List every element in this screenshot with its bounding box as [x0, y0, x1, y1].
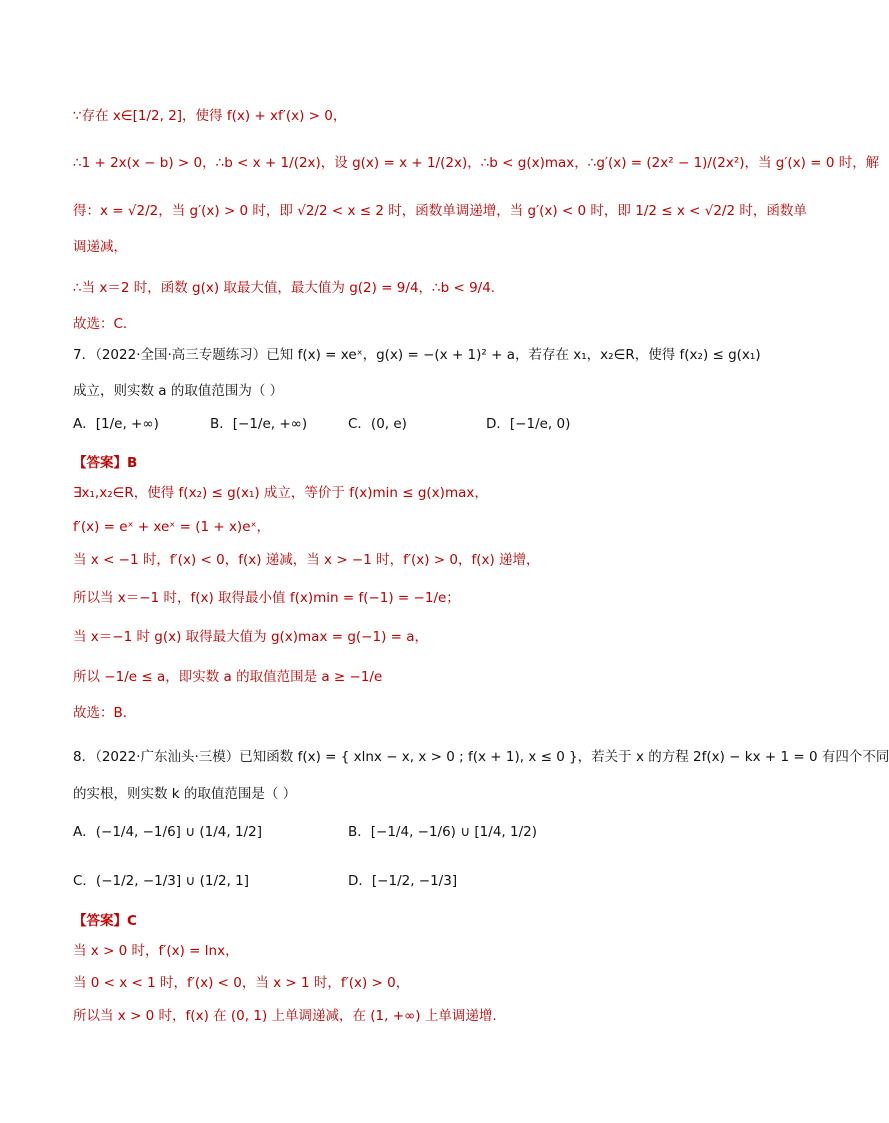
solution-line-2: ∴1 + 2x(x − b) > 0，∴b < x + 1/(2x)，设 g(x) = x + 1/(2x)，∴b < g(x)max，∴g′(x) = (2x² − 1)/(2x²)，当 g′(x) = 0 时，解	[73, 155, 880, 171]
solution-line-5: ∴当 x＝2 时，函数 g(x) 取最大值，最大值为 g(2) = 9/4，∴b < 9/4.	[73, 280, 496, 296]
solution-line-1: ∵存在 x∈[1/2, 2]，使得 f(x) + xf′(x) > 0，	[73, 108, 347, 124]
q7-solution-line-5: 当 x＝−1 时 g(x) 取得最大值为 g(x)max = g(−1) = a，	[73, 629, 429, 645]
q7-option-a: A．[1/e, +∞)	[73, 416, 159, 432]
solution-line-3: 得：x = √2/2，当 g′(x) > 0 时，即 √2/2 < x ≤ 2 时，函数单调递增，当 g′(x) < 0 时，即 1/2 ≤ x < √2/2 时，函数单	[73, 203, 807, 219]
q7-solution-line-3: 当 x < −1 时，f′(x) < 0，f(x) 递减，当 x > −1 时，f′(x) > 0，f(x) 递增，	[73, 552, 540, 568]
q7-option-c: C．(0, e)	[348, 416, 407, 432]
q8-solution-line-1: 当 x > 0 时，f′(x) = lnx，	[73, 943, 239, 959]
q7-solution-line-1: ∃x₁,x₂∈R，使得 f(x₂) ≤ g(x₁) 成立，等价于 f(x)min ≤ g(x)max，	[73, 485, 488, 501]
q8-solution-line-2: 当 0 < x < 1 时，f′(x) < 0，当 x > 1 时，f′(x) > 0，	[73, 975, 410, 991]
q7-option-b: B．[−1/e, +∞)	[210, 416, 308, 432]
q8-option-a: A．(−1/4, −1/6] ∪ (1/4, 1/2]	[73, 824, 262, 840]
q7-option-d: D．[−1/e, 0)	[486, 416, 571, 432]
q8-option-c: C．(−1/2, −1/3] ∪ (1/2, 1]	[73, 873, 250, 889]
q8-stem-line-2: 的实根，则实数 k 的取值范围是（ ）	[73, 786, 297, 802]
q8-answer: 【答案】C	[73, 913, 137, 929]
q8-stem-line-1: 8．（2022·广东汕头·三模）已知函数 f(x) = { xlnx − x, x > 0 ; f(x + 1), x ≤ 0 }，若关于 x 的方程 2f(x) − kx + 1 = 0 有四个不同	[73, 749, 889, 765]
q7-stem-line-1: 7．（2022·全国·高三专题练习）已知 f(x) = xeˣ，g(x) = −(x + 1)² + a，若存在 x₁，x₂∈R，使得 f(x₂) ≤ g(x₁)	[73, 347, 761, 363]
q8-option-d: D．[−1/2, −1/3]	[348, 873, 458, 889]
q7-solution-line-2: f′(x) = eˣ + xeˣ = (1 + x)eˣ，	[73, 519, 270, 535]
q8-option-b: B．[−1/4, −1/6) ∪ [1/4, 1/2)	[348, 824, 537, 840]
solution-line-6: 故选：C．	[73, 316, 137, 332]
q7-stem-line-2: 成立，则实数 a 的取值范围为（ ）	[73, 383, 284, 399]
q7-answer: 【答案】B	[73, 455, 138, 471]
q8-solution-line-3: 所以当 x > 0 时，f(x) 在 (0, 1) 上单调递减，在 (1, +∞) 上单调递增.	[73, 1008, 497, 1024]
solution-line-4: 调递减，	[73, 239, 127, 255]
q7-solution-line-7: 故选：B．	[73, 705, 137, 721]
q7-solution-line-6: 所以 −1/e ≤ a，即实数 a 的取值范围是 a ≥ −1/e	[73, 669, 383, 685]
q7-solution-line-4: 所以当 x＝−1 时，f(x) 取得最小值 f(x)min = f(−1) = −1/e；	[73, 590, 460, 606]
